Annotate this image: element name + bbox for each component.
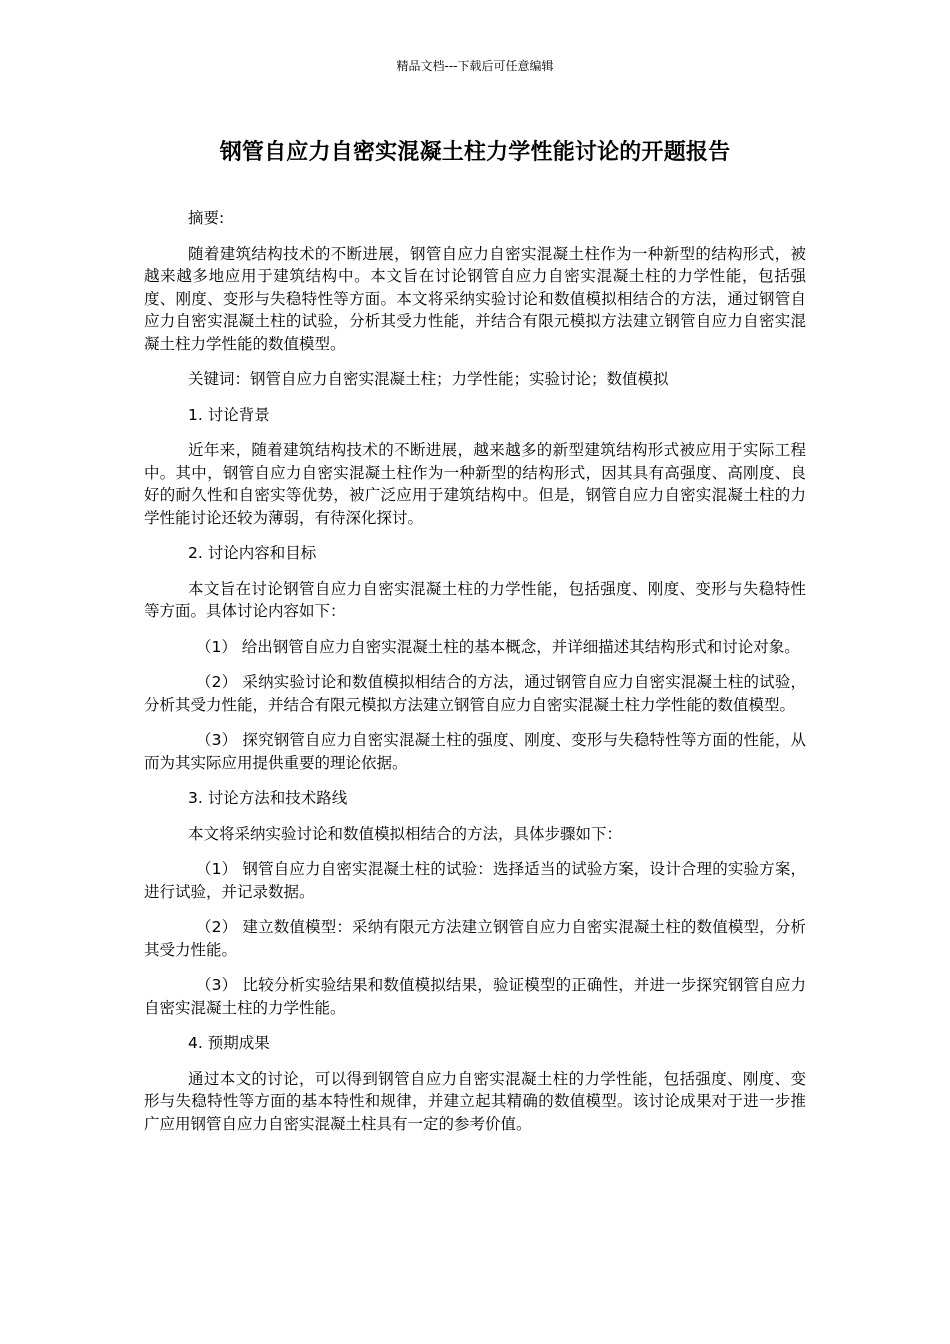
list-item: （2） 建立数值模型：采纳有限元方法建立钢管自应力自密实混凝土柱的数值模型，分析其受力性能。 xyxy=(144,918,806,959)
document-title: 钢管自应力自密实混凝土柱力学性能讨论的开题报告 xyxy=(219,140,731,165)
section-heading-content-goals: 2. 讨论内容和目标 xyxy=(188,544,317,562)
section-intro-content-goals: 本文旨在讨论钢管自应力自密实混凝土柱的力学性能，包括强度、刚度、变形与失稳特性等方面。具体讨论内容如下： xyxy=(144,579,806,620)
header-note: 精品文档---下载后可任意编辑 xyxy=(396,59,554,73)
list-item: （1） 钢管自应力自密实混凝土柱的试验：选择适当的试验方案，设计合理的实验方案，进行试验，并记录数据。 xyxy=(144,860,806,901)
abstract-label: 摘要: xyxy=(188,209,225,227)
list-item: （3） 比较分析实验结果和数值模拟结果，验证模型的正确性，并进一步探究钢管自应力自密实混凝土柱的力学性能。 xyxy=(144,976,806,1017)
keywords-line: 关键词：钢管自应力自密实混凝土柱；力学性能；实验讨论；数值模拟 xyxy=(188,370,669,388)
list-item: （3） 探究钢管自应力自密实混凝土柱的强度、刚度、变形与失稳特性等方面的性能，从而为其实际应用提供重要的理论依据。 xyxy=(144,731,806,772)
section-paragraph-expected-results: 通过本文的讨论，可以得到钢管自应力自密实混凝土柱的力学性能，包括强度、刚度、变形与失稳特性等方面的基本特性和规律，并建立起其精确的数值模型。该讨论成果对于进一步推广应用钢管自应力自密实混凝土柱具有一定的参考价值。 xyxy=(144,1069,806,1133)
section-paragraph-background: 近年来，随着建筑结构技术的不断进展，越来越多的新型建筑结构形式被应用于实际工程中。其中，钢管自应力自密实混凝土柱作为一种新型的结构形式，因其具有高强度、高刚度、良好的耐久性和自密实等优势，被广泛应用于建筑结构中。但是，钢管自应力自密实混凝土柱的力学性能讨论还较为薄弱，有待深化探讨。 xyxy=(144,441,806,527)
document-body xyxy=(144,207,806,1148)
list-item: （1） 给出钢管自应力自密实混凝土柱的基本概念，并详细描述其结构形式和讨论对象。 xyxy=(196,637,800,656)
section-intro-methods: 本文将采纳实验讨论和数值模拟相结合的方法，具体步骤如下： xyxy=(188,824,623,843)
section-heading-methods: 3. 讨论方法和技术路线 xyxy=(188,789,348,807)
section-heading-expected-results: 4. 预期成果 xyxy=(188,1034,270,1052)
list-item: （2） 采纳实验讨论和数值模拟相结合的方法，通过钢管自应力自密实混凝土柱的试验，分析其受力性能，并结合有限元模拟方法建立钢管自应力自密实混凝土柱力学性能的数值模型。 xyxy=(144,673,806,714)
section-heading-background: 1. 讨论背景 xyxy=(188,405,270,424)
abstract-paragraph: 随着建筑结构技术的不断进展，钢管自应力自密实混凝土柱作为一种新型的结构形式，被越来越多地应用于建筑结构中。本文旨在讨论钢管自应力自密实混凝土柱的力学性能，包括强度、刚度、变形与失稳特性等方面。本文将采纳实验讨论和数值模拟相结合的方法，通过钢管自应力自密实混凝土柱的试验，分析其受力性能，并结合有限元模拟方法建立钢管自应力自密实混凝土柱力学性能的数值模型。 xyxy=(144,244,806,353)
